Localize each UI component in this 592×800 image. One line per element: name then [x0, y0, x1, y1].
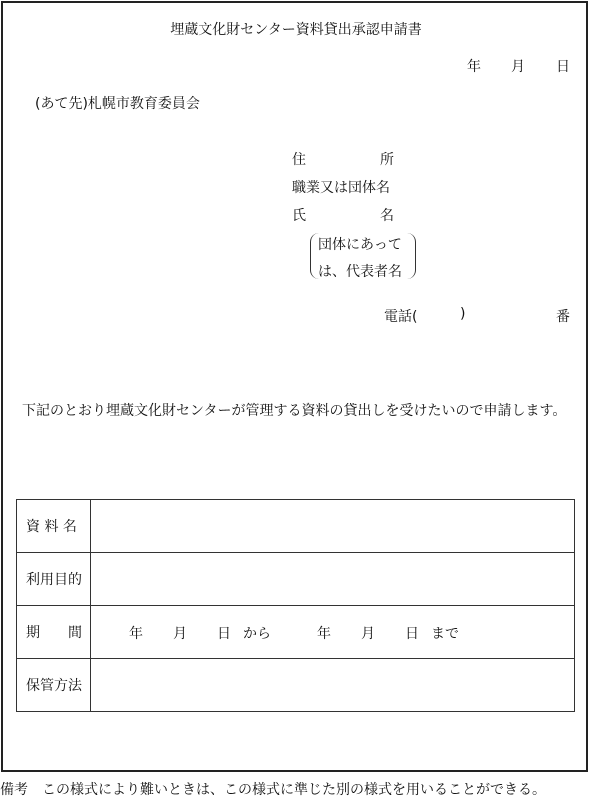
table-row	[17, 659, 575, 712]
request-table	[16, 499, 575, 712]
occupation-label: 職業又は団体名	[292, 180, 390, 196]
table-row	[17, 553, 575, 606]
storage-method-label: 保管方法	[17, 659, 91, 712]
name-label-1: 氏	[292, 208, 306, 224]
address-label-2: 所	[380, 152, 394, 168]
period-from-day: 日	[217, 626, 231, 642]
note-text: 備考 この様式により難いときは、この様式に準じた別の様式を用いることができる。	[0, 782, 546, 798]
period-from-suffix: から	[243, 626, 271, 642]
table-row	[17, 606, 575, 659]
period-label: 期 間	[17, 606, 91, 659]
period-until-suffix: まで	[431, 626, 459, 642]
representative-line-1: 団体にあって	[318, 237, 402, 253]
addressee: (あて先)札幌市教育委員会	[35, 96, 200, 112]
intro-text: 下記のとおり埋蔵文化財センターが管理する資料の貸出しを受けたいので申請します。	[22, 403, 567, 419]
date-year-label: 年	[467, 59, 481, 75]
date-day-label: 日	[556, 59, 570, 75]
period-until-month: 月	[361, 626, 375, 642]
material-name-field[interactable]	[91, 500, 575, 553]
date-month-label: 月	[511, 59, 525, 75]
representative-line-2: は、代表者名	[318, 264, 402, 280]
purpose-label: 利用目的	[17, 553, 91, 606]
period-from-year: 年	[129, 626, 143, 642]
name-label-2: 名	[380, 208, 394, 224]
phone-suffix: 番	[556, 309, 570, 325]
period-until-year: 年	[317, 626, 331, 642]
storage-method-field[interactable]	[91, 659, 575, 712]
phone-label: 電話(	[384, 309, 418, 325]
phone-close-paren: )	[460, 306, 466, 322]
period-until-day: 日	[405, 626, 419, 642]
material-name-label: 資 料 名	[17, 500, 91, 553]
table-row	[17, 500, 575, 553]
purpose-field[interactable]	[91, 553, 575, 606]
document-title: 埋蔵文化財センター資料貸出承認申請書	[170, 22, 422, 38]
period-field[interactable]	[91, 606, 575, 659]
address-label-1: 住	[292, 152, 306, 168]
period-from-month: 月	[173, 626, 187, 642]
